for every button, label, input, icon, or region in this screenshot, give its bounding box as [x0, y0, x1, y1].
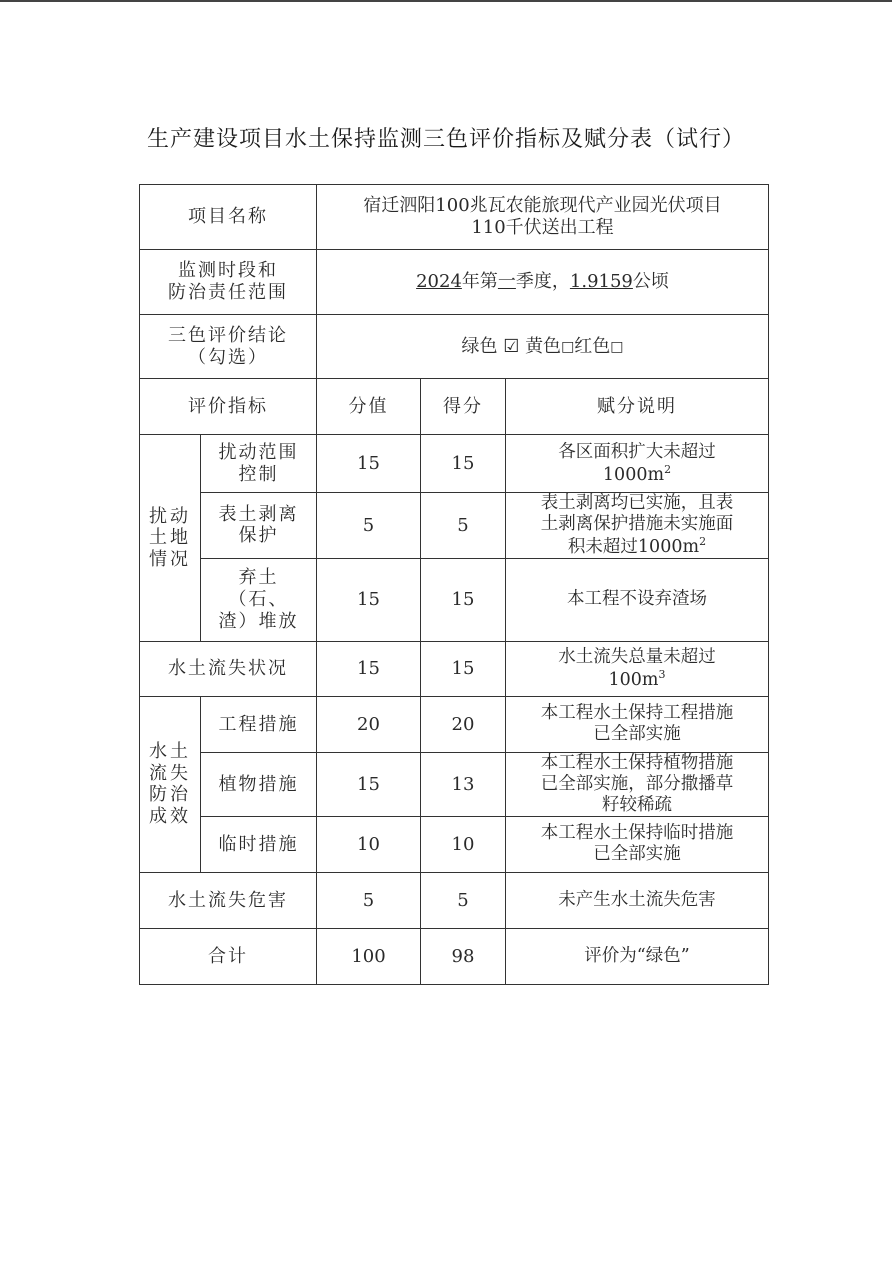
period-area-unit: 公顷 — [632, 271, 669, 293]
loss-status-score: 15 — [421, 641, 506, 696]
conclusion-options — [317, 315, 769, 379]
indicator-name: 临时措施 — [201, 816, 317, 872]
note-superscript: 2 — [664, 462, 672, 476]
indicator-name: 工程措施 — [201, 696, 317, 752]
control-group-line4: 成效 — [149, 805, 191, 827]
yellow-checkbox[interactable]: □ — [561, 338, 575, 355]
note-line2: 100m — [608, 669, 659, 690]
hazard-note: 未产生水土流失危害 — [506, 872, 769, 928]
indicator-value: 15 — [317, 558, 421, 641]
hazard-score: 5 — [421, 872, 506, 928]
conclusion-row — [140, 315, 769, 379]
period-quarter-suffix: 季度， — [515, 271, 570, 293]
note-line1: 本工程不设弃渣场 — [567, 589, 707, 610]
green-option-label: 绿色 — [461, 335, 498, 357]
indicator-score: 15 — [421, 558, 506, 641]
hazard-value: 5 — [317, 872, 421, 928]
table-row — [140, 435, 769, 493]
indicator-name-line3: 渣）堆放 — [218, 610, 299, 632]
header-indicator: 评价指标 — [140, 379, 317, 435]
indicator-score: 5 — [421, 493, 506, 559]
indicator-score: 15 — [421, 435, 506, 493]
project-name-line1: 宿迁泗阳100兆瓦农能旅现代产业园光伏项目 — [363, 195, 722, 217]
note-line3: 积未超过1000m — [567, 536, 700, 557]
table-row — [140, 872, 769, 928]
note-line1: 本工程水土保持临时措施 — [540, 823, 734, 844]
period-year: 2024 — [416, 271, 462, 293]
document-title: 生产建设项目水土保持监测三色评价指标及赋分表（试行） — [146, 127, 745, 152]
note-line1: 本工程水土保持工程措施 — [540, 703, 734, 724]
indicator-name-line1: 表土剥离 — [218, 503, 299, 525]
indicator-note — [506, 816, 769, 872]
evaluation-table — [139, 184, 769, 985]
yellow-option-label: 黄色 — [525, 335, 562, 357]
period-value — [317, 250, 769, 315]
project-label: 项目名称 — [140, 185, 317, 250]
indicator-value: 15 — [317, 752, 421, 816]
note-line2: 已全部实施，部分撒播草 — [540, 773, 734, 794]
indicator-value: 5 — [317, 493, 421, 559]
period-area: 1.9159 — [569, 271, 633, 293]
disturbance-group-label — [140, 435, 201, 642]
period-row — [140, 250, 769, 315]
total-value: 100 — [317, 928, 421, 984]
note-line1: 水土流失总量未超过 — [558, 646, 716, 667]
indicator-name-line1: 扰动范围 — [218, 441, 299, 463]
note-superscript: 3 — [658, 667, 666, 681]
indicator-name-line1: 弃土 — [238, 567, 279, 589]
indicator-note — [506, 558, 769, 641]
loss-status-value: 15 — [317, 641, 421, 696]
note-line3: 籽较稀疏 — [602, 794, 672, 815]
disturbance-group-line3: 情况 — [149, 548, 191, 570]
indicator-name — [201, 493, 317, 559]
indicator-name — [201, 435, 317, 493]
period-quarter: 一 — [497, 271, 516, 293]
note-superscript: 2 — [699, 535, 707, 548]
note-line1: 各区面积扩大未超过 — [558, 441, 716, 462]
indicator-note — [506, 435, 769, 493]
control-group-label — [140, 696, 201, 872]
loss-status-label: 水土流失状况 — [140, 641, 317, 696]
loss-status-note — [506, 641, 769, 696]
indicator-value: 20 — [317, 696, 421, 752]
indicator-name: 植物措施 — [201, 752, 317, 816]
note-line1: 表土剥离均已实施，且表 — [540, 493, 734, 513]
period-label — [140, 250, 317, 315]
period-label-line1: 监测时段和 — [178, 260, 278, 282]
header-note: 赋分说明 — [506, 379, 769, 435]
project-row — [140, 185, 769, 250]
indicator-name-line2: （石、 — [228, 589, 289, 611]
period-year-suffix: 年第 — [461, 271, 498, 293]
project-name-line2: 110千伏送出工程 — [471, 217, 614, 238]
total-note: 评价为“绿色” — [506, 928, 769, 984]
indicator-value: 15 — [317, 435, 421, 493]
table-row — [140, 558, 769, 641]
header-score: 得分 — [421, 379, 506, 435]
header-row — [140, 379, 769, 435]
disturbance-group-line1: 扰动 — [149, 505, 191, 527]
conclusion-label — [140, 315, 317, 379]
total-score: 98 — [421, 928, 506, 984]
indicator-name-line2: 保护 — [238, 525, 279, 547]
table-row — [140, 493, 769, 559]
table-row — [140, 816, 769, 872]
indicator-score: 13 — [421, 752, 506, 816]
header-value: 分值 — [317, 379, 421, 435]
green-checkbox[interactable]: ☑ — [503, 335, 520, 357]
conclusion-label-line1: 三色评价结论 — [168, 324, 288, 346]
note-line2: 1000m — [602, 464, 665, 485]
note-line2: 已全部实施 — [593, 844, 681, 865]
indicator-value: 10 — [317, 816, 421, 872]
table-row — [140, 752, 769, 816]
indicator-note — [506, 696, 769, 752]
indicator-note — [506, 493, 769, 559]
red-checkbox[interactable]: □ — [610, 338, 624, 355]
note-line1: 本工程水土保持植物措施 — [540, 752, 734, 773]
indicator-note — [506, 752, 769, 816]
indicator-score: 20 — [421, 696, 506, 752]
indicator-name — [201, 558, 317, 641]
control-group-line3: 防治 — [149, 784, 191, 806]
disturbance-group-line2: 土地 — [149, 527, 191, 549]
note-line2: 已全部实施 — [593, 724, 681, 745]
hazard-label: 水土流失危害 — [140, 872, 317, 928]
table-row — [140, 696, 769, 752]
project-name — [317, 185, 769, 250]
indicator-name-line2: 控制 — [238, 463, 279, 485]
total-label: 合计 — [140, 928, 317, 984]
total-row — [140, 928, 769, 984]
period-label-line2: 防治责任范围 — [168, 282, 288, 303]
page-top-border — [0, 0, 892, 2]
indicator-score: 10 — [421, 816, 506, 872]
conclusion-label-line2: （勾选） — [188, 346, 268, 368]
control-group-line1: 水土 — [149, 741, 191, 763]
note-line2: 土剥离保护措施未实施面 — [540, 514, 734, 534]
red-option-label: 红色 — [574, 335, 611, 357]
table-row — [140, 641, 769, 696]
control-group-line2: 流失 — [149, 762, 191, 784]
